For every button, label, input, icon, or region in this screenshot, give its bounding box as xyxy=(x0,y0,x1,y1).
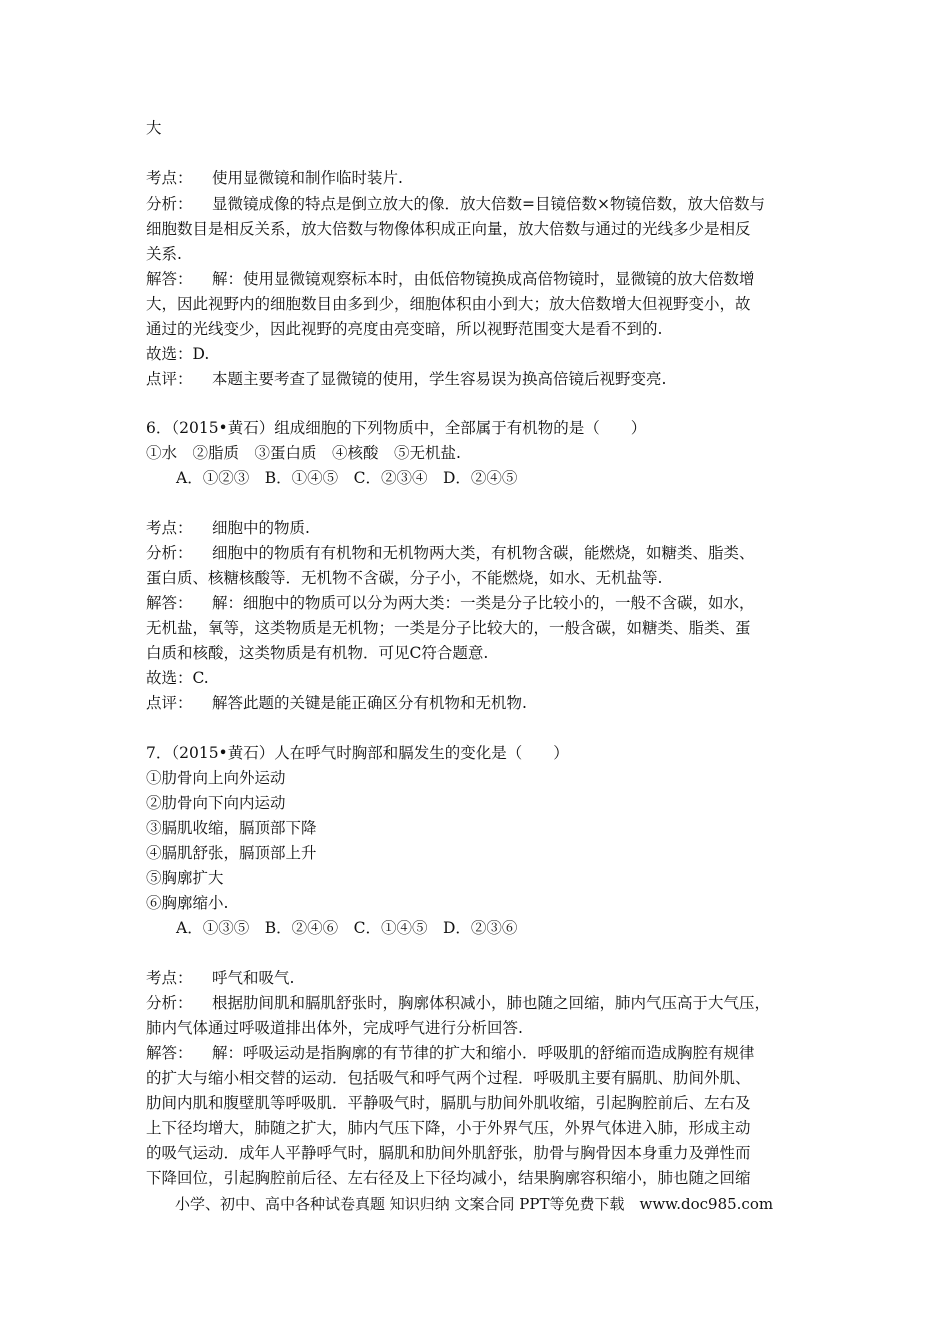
knowledge-point xyxy=(146,968,294,988)
text-line: 显微镜成像的特点是倒立放大的像．放大倍数=目镜倍数×物镜倍数，放大倍数与 xyxy=(212,195,765,213)
label-jieda: 解答： xyxy=(146,1044,193,1062)
label-dianping: 点评： xyxy=(146,370,193,388)
answer xyxy=(146,593,755,613)
label-kaodian: 考点： xyxy=(146,519,193,537)
question-7-stem: 7．（2015•黄石）人在呼气时胸部和膈发生的变化是（ ） xyxy=(146,744,569,762)
question-6-stem: 6．（2015•黄石）组成细胞的下列物质中，全部属于有机物的是（ ） xyxy=(146,419,647,437)
question-7-item: ⑤胸廓扩大 xyxy=(146,869,224,887)
text-line: 解答此题的关键是能正确区分有机物和无机物. xyxy=(212,694,527,712)
page-footer: 小学、初中、高中各种试卷真题 知识归纳 文案合同 PPT等免费下载 www.doc985.com xyxy=(175,1195,774,1213)
comment xyxy=(146,369,666,389)
answer xyxy=(146,269,755,289)
label-fenxi: 分析： xyxy=(146,195,193,213)
text-line: 细胞中的物质. xyxy=(212,519,310,537)
text-line: 呼气和吸气. xyxy=(212,969,295,987)
label-fenxi: 分析： xyxy=(146,994,193,1012)
text-line: 肋间内肌和腹壁肌等呼吸肌．平静吸气时，膈肌与肋间外肌收缩，引起胸腔前后、左右及 xyxy=(146,1094,751,1112)
knowledge-point xyxy=(146,168,403,188)
label-kaodian: 考点： xyxy=(146,169,193,187)
answer xyxy=(146,1043,755,1063)
text-line: 使用显微镜和制作临时装片. xyxy=(212,169,403,187)
text-line: 关系. xyxy=(146,245,182,263)
text-line: 蛋白质、核糖核酸等．无机物不含碳，分子小，不能燃烧，如水、无机盐等. xyxy=(146,569,663,587)
text-line: 解：使用显微镜观察标本时，由低倍物镜换成高倍物镜时，显微镜的放大倍数增 xyxy=(212,270,755,288)
question-7-item: ①肋骨向上向外运动 xyxy=(146,769,286,787)
text-line: 大，因此视野内的细胞数目由多到少，细胞体积由小到大；放大倍数增大但视野变小，故 xyxy=(146,295,751,313)
analysis xyxy=(146,543,755,563)
question-6-items: ①水 ②脂质 ③蛋白质 ④核酸 ⑤无机盐. xyxy=(146,444,461,462)
text-line: 根据肋间肌和膈肌舒张时，胸廓体积减小，肺也随之回缩，肺内气压高于大气压， xyxy=(212,994,771,1012)
label-jieda: 解答： xyxy=(146,594,193,612)
question-7-options: A．①③⑤ B．②④⑥ C．①④⑤ D．②③⑥ xyxy=(176,919,518,937)
text-line: 本题主要考查了显微镜的使用，学生容易误为换高倍镜后视野变亮. xyxy=(212,370,667,388)
question-7-item: ④膈肌舒张，膈顶部上升 xyxy=(146,844,317,862)
text-line: 细胞中的物质有有机物和无机物两大类，有机物含碳，能燃烧，如糖类、脂类、 xyxy=(212,544,755,562)
text-line: 解：呼吸运动是指胸廓的有节律的扩大和缩小．呼吸肌的舒缩而造成胸腔有规律 xyxy=(212,1044,755,1062)
question-6-options: A．①②③ B．①④⑤ C．②③④ D．②④⑤ xyxy=(176,469,518,487)
label-fenxi: 分析： xyxy=(146,544,193,562)
analysis xyxy=(146,194,765,214)
text-line: 通过的光线变少，因此视野的亮度由亮变暗，所以视野范围变大是看不到的. xyxy=(146,320,663,338)
text-line: 细胞数目是相反关系，放大倍数与物像体积成正向量，放大倍数与通过的光线多少是相反 xyxy=(146,220,751,238)
text-line: 大 xyxy=(146,119,162,137)
question-7-item: ③膈肌收缩，膈顶部下降 xyxy=(146,819,317,837)
text-line: 解：细胞中的物质可以分为两大类：一类是分子比较小的，一般不含碳，如水， xyxy=(212,594,755,612)
text-line: 肺内气体通过呼吸道排出体外，完成呼气进行分析回答. xyxy=(146,1019,523,1037)
label-kaodian: 考点： xyxy=(146,969,193,987)
analysis xyxy=(146,993,770,1013)
text-line: 的吸气运动．成年人平静呼气时，膈肌和肋间外肌舒张，肋骨与胸骨因本身重力及弹性而 xyxy=(146,1144,751,1162)
text-line: 上下径均增大，肺随之扩大，肺内气压下降，小于外界气压，外界气体进入肺，形成主动 xyxy=(146,1119,751,1137)
choice-result: 故选：C. xyxy=(146,669,209,687)
knowledge-point xyxy=(146,518,310,538)
text-line: 的扩大与缩小相交替的运动．包括吸气和呼气两个过程．呼吸肌主要有膈肌、肋间外肌、 xyxy=(146,1069,751,1087)
comment xyxy=(146,693,527,713)
text-line: 无机盐，氧等，这类物质是无机物；一类是分子比较大的，一般含碳，如糖类、脂类、蛋 xyxy=(146,619,751,637)
label-dianping: 点评： xyxy=(146,694,193,712)
label-jieda: 解答： xyxy=(146,270,193,288)
question-7-item: ②肋骨向下向内运动 xyxy=(146,794,286,812)
text-line: 下降回位，引起胸腔前后径、左右径及上下径均减小，结果胸廓容积缩小，肺也随之回缩 xyxy=(146,1169,751,1187)
text-line: 白质和核酸，这类物质是有机物．可见C符合题意. xyxy=(146,644,489,662)
question-7-item: ⑥胸廓缩小. xyxy=(146,894,229,912)
choice-result: 故选：D. xyxy=(146,345,210,363)
